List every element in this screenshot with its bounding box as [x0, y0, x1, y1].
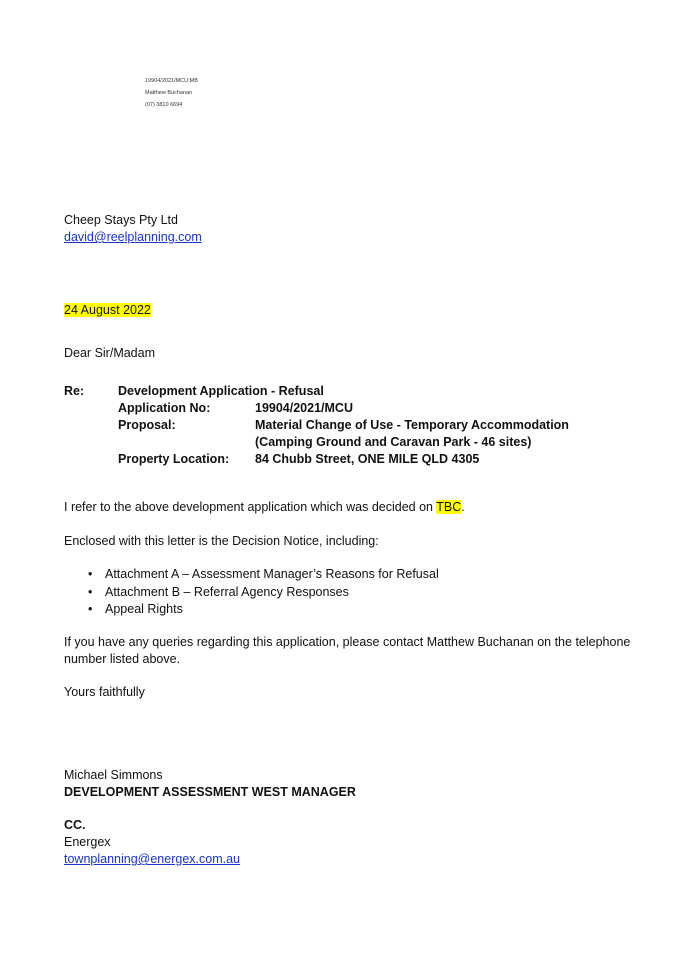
recipient-block [64, 212, 202, 246]
property-location-value: 84 Chubb Street, ONE MILE QLD 4305 [255, 452, 480, 466]
list-item [64, 566, 439, 584]
re-row-application [118, 400, 627, 417]
paragraph-queries: If you have any queries regarding this application, please contact Matthew Buchanan on the telephone number listed above. [64, 635, 631, 666]
cc-email-link[interactable]: townplanning@energex.com.au [64, 852, 240, 866]
cc-label: CC. [64, 818, 86, 832]
attachments-list [64, 566, 439, 619]
application-no-value: 19904/2021/MCU [255, 401, 353, 415]
proposal-value: Material Change of Use - Temporary Accommodation (Camping Ground and Caravan Park - 46 sites) [255, 418, 569, 449]
recipient-email-link[interactable]: david@reelplanning.com [64, 230, 202, 244]
re-row-location [118, 451, 627, 468]
list-item-text: Appeal Rights [105, 602, 183, 616]
re-block [118, 383, 628, 468]
bullet-icon: • [88, 567, 93, 581]
date-text: 24 August 2022 [64, 303, 151, 317]
cc-name: Energex [64, 835, 111, 849]
list-item-text: Attachment B – Referral Agency Responses [105, 584, 349, 599]
officer-phone: (07) 3810 6694 [145, 102, 183, 108]
p1-text: I refer to the above development application which was decided on [64, 500, 437, 514]
bullet-icon: • [88, 602, 93, 616]
letter-date [64, 302, 151, 319]
header-reference-block [145, 75, 198, 111]
re-details-table [118, 400, 627, 468]
paragraph-enclosed: Enclosed with this letter is the Decision Notice, including: [64, 534, 379, 548]
closing: Yours faithfully [64, 685, 145, 699]
reference-number: 19904/2021/MCU:MB [145, 78, 198, 84]
list-item [64, 584, 439, 602]
p1-suffix: . [461, 500, 465, 514]
re-row-proposal [118, 417, 627, 451]
application-no-label: Application No: [118, 401, 211, 415]
re-title: Development Application - Refusal [118, 384, 324, 398]
signature-block [64, 767, 356, 801]
cc-block [64, 817, 240, 868]
paragraph-decision [64, 499, 465, 516]
proposal-label: Proposal: [118, 418, 176, 432]
officer-name: Matthew Buchanan [145, 90, 193, 96]
recipient-name: Cheep Stays Pty Ltd [64, 213, 178, 227]
list-item [64, 601, 439, 619]
property-location-label: Property Location: [118, 452, 230, 466]
re-label: Re: [64, 384, 85, 398]
decision-date-placeholder: TBC [436, 500, 462, 514]
bullet-icon: • [88, 584, 93, 599]
list-item-text: Attachment A – Assessment Manager’s Reasons for Refusal [105, 567, 439, 581]
signatory-name: Michael Simmons [64, 768, 163, 782]
signatory-title: DEVELOPMENT ASSESSMENT WEST MANAGER [64, 785, 356, 799]
salutation: Dear Sir/Madam [64, 346, 155, 360]
